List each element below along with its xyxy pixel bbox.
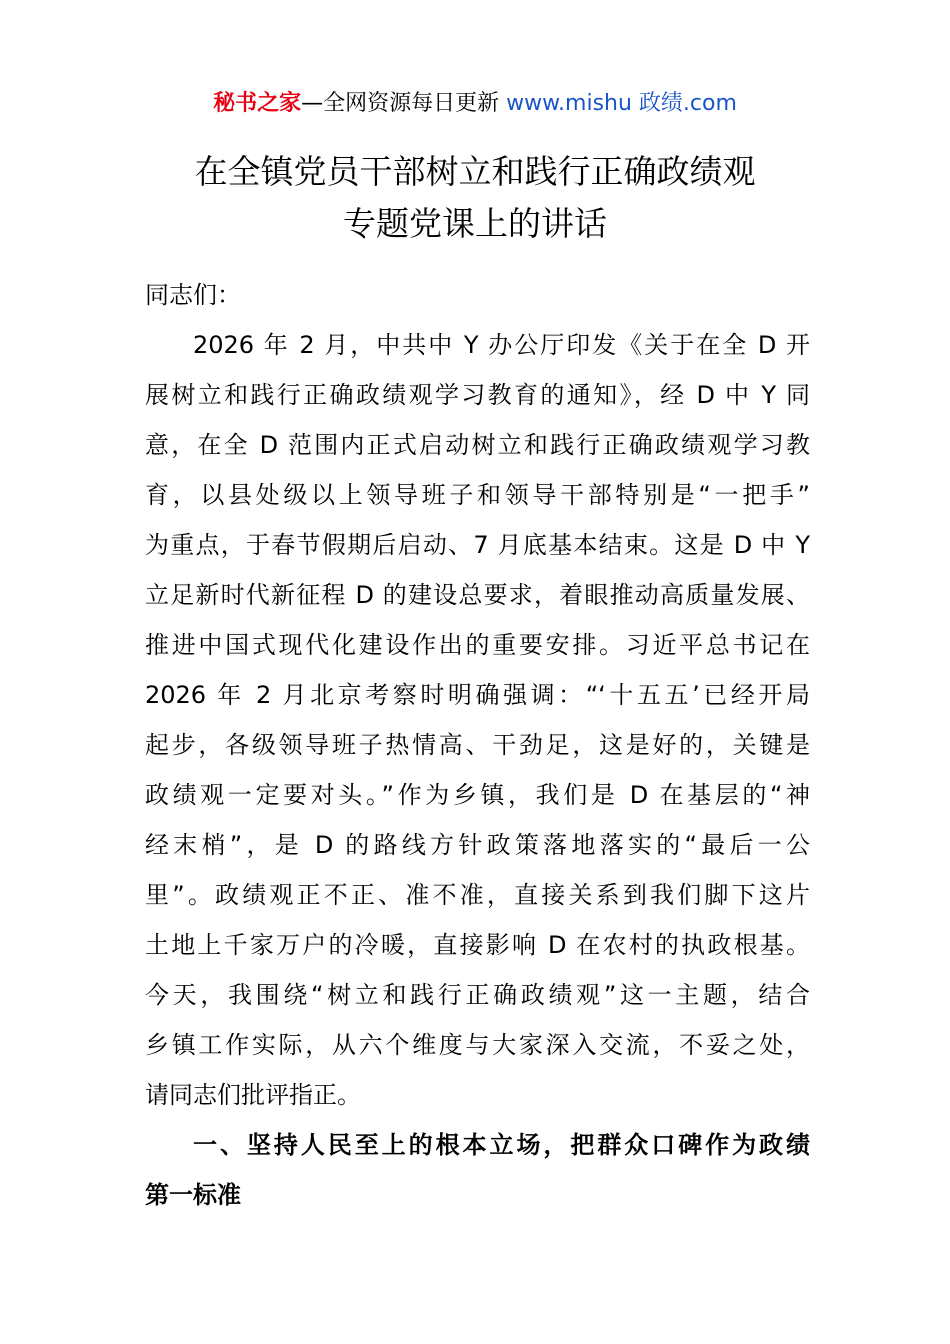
document-body [145, 270, 810, 1220]
title-line-2: 专题党课上的讲话 [343, 204, 607, 243]
paragraph-line: 为重点，于春节假期后启动、7 月底基本结束。这是 D 中 Y [145, 531, 810, 559]
paragraph-1 [145, 320, 810, 1120]
paragraph-line: 2026 年 2 月，中共中 Y 办公厅印发《关于在全 D 开 [193, 331, 810, 359]
paragraph-line: 土地上千家万户的冷暖，直接影响 D 在农村的执政根基。 [145, 931, 810, 959]
document-title [0, 146, 950, 250]
paragraph-line: 育，以县处级以上领导班子和领导干部特别是“一把手” [145, 481, 810, 509]
salutation: 同志们： [145, 281, 241, 309]
paragraph-line: 乡镇工作实际，从六个维度与大家深入交流，不妥之处， [145, 1031, 810, 1059]
paragraph-line: 起步，各级领导班子热情高、干劲足，这是好的，关键是 [145, 731, 810, 759]
section-heading-1 [145, 1120, 810, 1220]
paragraph-line: 今天，我围绕“树立和践行正确政绩观”这一主题，结合 [145, 981, 810, 1009]
site-header [0, 88, 950, 120]
site-url[interactable]: www.mishu 政绩.com [506, 91, 737, 116]
paragraph-line: 意，在全 D 范围内正式启动树立和践行正确政绩观学习教 [145, 431, 810, 459]
paragraph-line: 展树立和践行正确政绩观学习教育的通知》，经 D 中 Y 同 [145, 381, 810, 409]
paragraph-line: 经末梢”，是 D 的路线方针政策落地落实的“最后一公 [145, 831, 810, 859]
heading-line: 第一标准 [145, 1181, 241, 1209]
header-slogan: —全网资源每日更新 [301, 91, 507, 116]
paragraph-line: 立足新时代新征程 D 的建设总要求，着眼推动高质量发展、 [145, 581, 810, 609]
paragraph-line: 推进中国式现代化建设作出的重要安排。习近平总书记在 [145, 631, 810, 659]
brand-name: 秘书之家 [213, 91, 302, 116]
paragraph-line: 政绩观一定要对头。”作为乡镇，我们是 D 在基层的“神 [145, 781, 810, 809]
paragraph-line: 2026 年 2 月北京考察时明确强调：“‘十五五’已经开局 [145, 681, 810, 709]
title-line-1: 在全镇党员干部树立和践行正确政绩观 [194, 152, 756, 191]
paragraph-line: 请同志们批评指正。 [145, 1081, 361, 1109]
paragraph-line: 里”。政绩观正不正、准不准，直接关系到我们脚下这片 [145, 881, 810, 909]
heading-line: 一、坚持人民至上的根本立场，把群众口碑作为政绩 [193, 1131, 810, 1159]
